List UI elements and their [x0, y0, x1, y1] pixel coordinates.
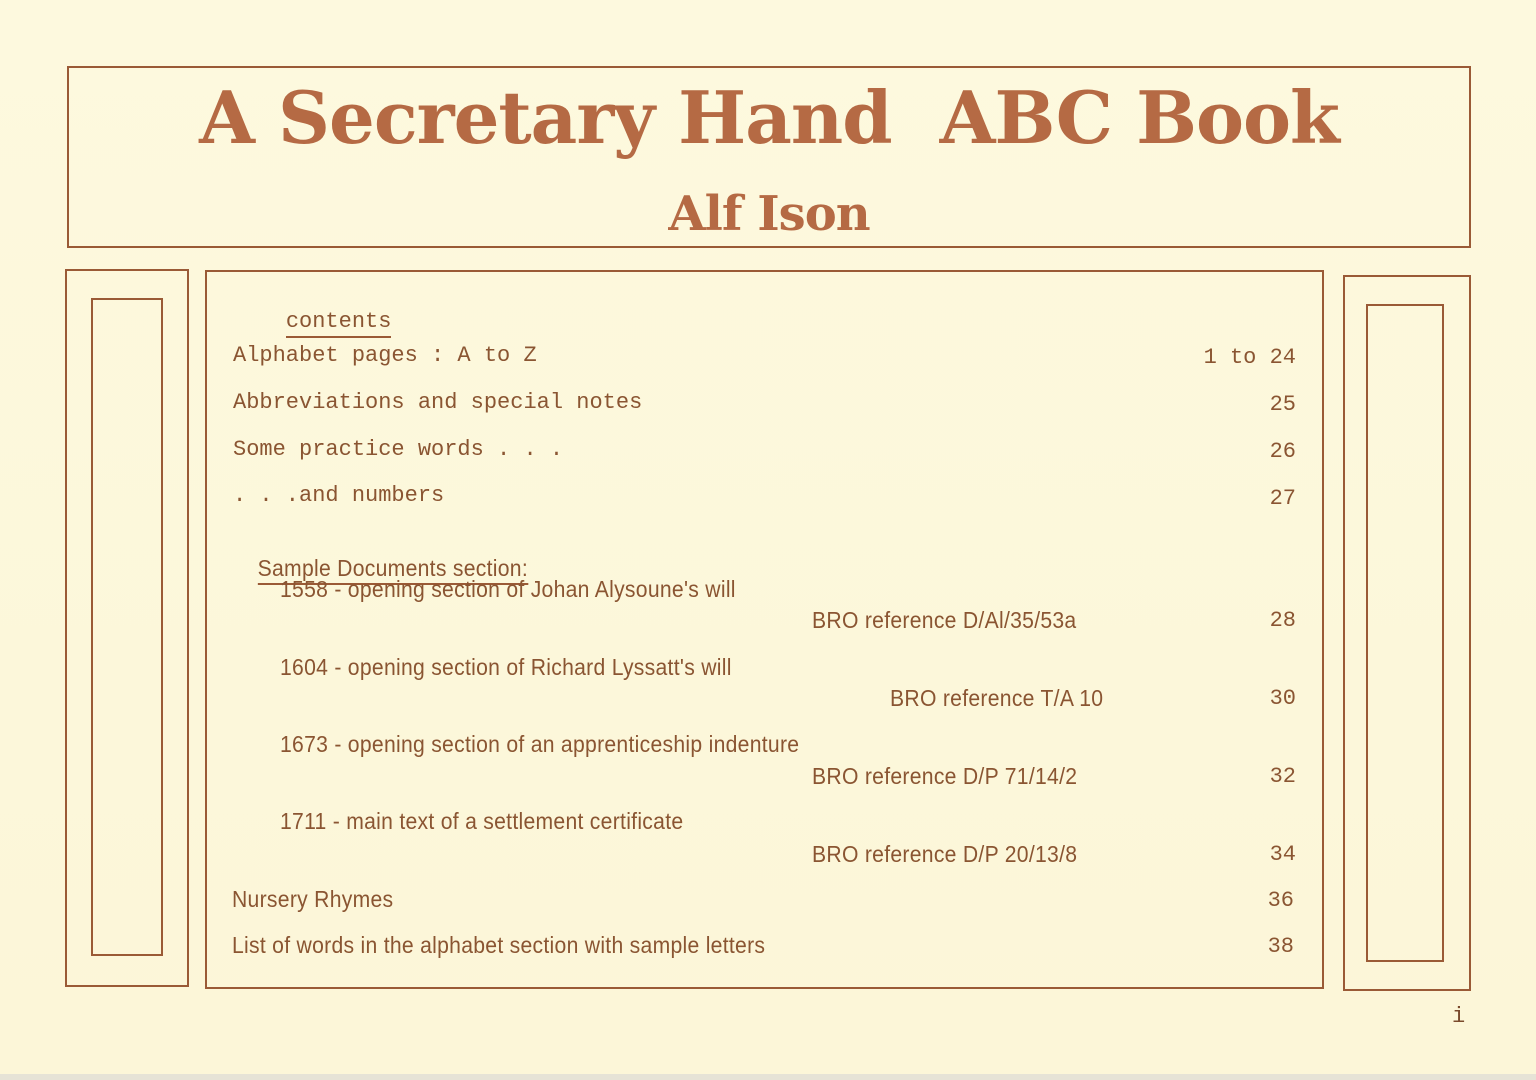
- toc-page-word-list: 38: [1267, 934, 1294, 959]
- toc-page-alphabet: 1 to 24: [1203, 345, 1296, 370]
- sample-item-1673-reference: BRO reference D/P 71/14/2: [812, 763, 1078, 789]
- right-decorative-inner-frame: [1366, 304, 1444, 962]
- page-edge: [0, 1074, 1536, 1080]
- sample-item-1558-title: 1558 - opening section of Johan Alysoune's will: [280, 576, 736, 602]
- sample-item-1711-reference: BRO reference D/P 20/13/8: [812, 841, 1078, 867]
- toc-page-nursery-rhymes: 36: [1267, 888, 1294, 913]
- sample-item-1711-page: 34: [1269, 842, 1296, 867]
- sample-item-1604-page: 30: [1269, 686, 1296, 711]
- toc-page-abbreviations: 25: [1269, 392, 1296, 417]
- contents-box: [205, 270, 1324, 989]
- sample-item-1711-title: 1711 - main text of a settlement certificate: [280, 808, 684, 834]
- left-decorative-inner-frame: [91, 298, 163, 956]
- title-box: [67, 66, 1471, 248]
- toc-entry-numbers: . . .and numbers: [233, 483, 445, 508]
- toc-entry-nursery-rhymes: Nursery Rhymes: [232, 886, 394, 912]
- sample-documents-heading-text: Sample Documents section:: [258, 555, 528, 585]
- contents-heading-text: contents: [286, 309, 392, 338]
- toc-page-numbers: 27: [1269, 486, 1296, 511]
- book-author: Alf Ison: [668, 186, 870, 242]
- toc-page-practice-words: 26: [1269, 439, 1296, 464]
- toc-entry-abbreviations: Abbreviations and special notes: [233, 390, 643, 415]
- sample-item-1558-page: 28: [1269, 608, 1296, 633]
- sample-item-1604-reference: BRO reference T/A 10: [890, 685, 1104, 711]
- sample-item-1558-reference: BRO reference D/Al/35/53a: [812, 607, 1077, 633]
- sample-item-1604-title: 1604 - opening section of Richard Lyssatt's will: [280, 654, 732, 680]
- toc-entry-practice-words: Some practice words . . .: [233, 437, 564, 462]
- page-number: i: [1452, 1004, 1466, 1029]
- toc-entry-word-list: List of words in the alphabet section with sample letters: [232, 932, 766, 958]
- sample-item-1673-title: 1673 - opening section of an apprenticeship indenture: [280, 731, 800, 757]
- book-title: A Secretary Hand ABC Book: [199, 75, 1339, 160]
- toc-entry-alphabet: Alphabet pages : A to Z: [233, 343, 537, 368]
- sample-item-1673-page: 32: [1269, 764, 1296, 789]
